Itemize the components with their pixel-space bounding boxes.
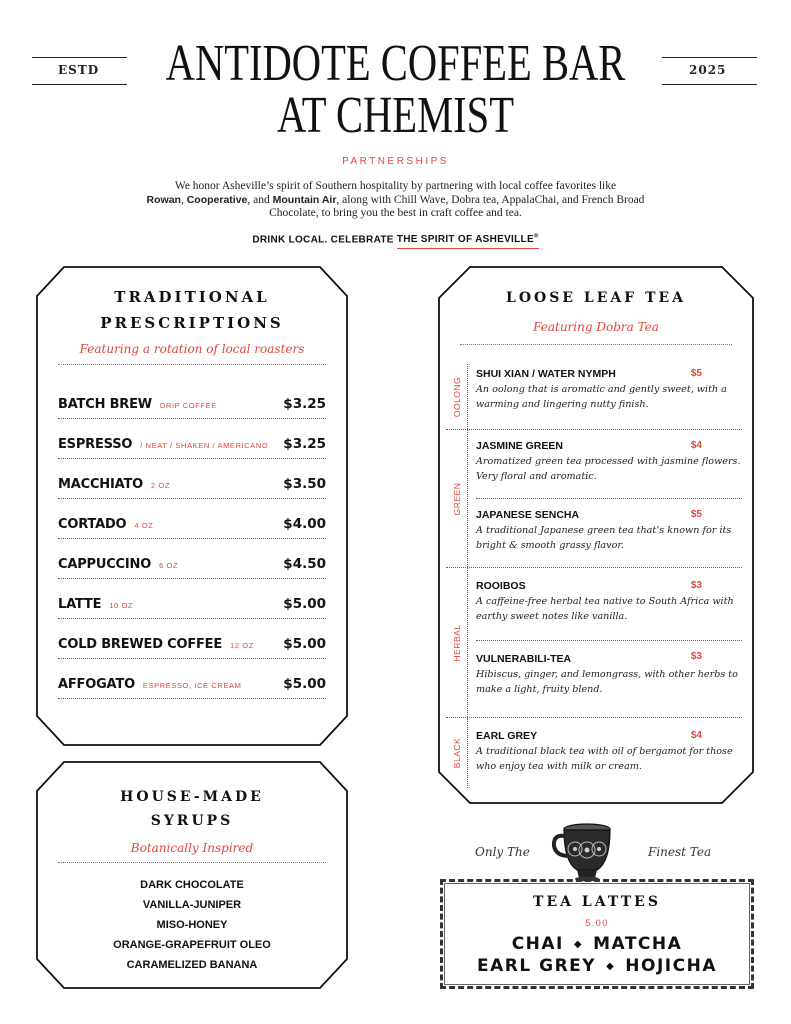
tea-item [476,640,742,697]
item-price: $5.00 [283,596,326,612]
item-name-wrap [58,637,254,652]
latte-earl-grey: EARL GREY [477,956,597,976]
item-name: ESPRESSO [58,437,133,452]
menu-item [58,587,326,619]
menu-item [58,547,326,579]
tagline-start: DRINK LOCAL. CELEBRATE [252,234,397,246]
tea-category [446,718,468,788]
item-price: $4.00 [283,516,326,532]
item-note: 12 OZ [230,641,254,650]
tea-description: A traditional black tea with oil of bergamot for those who enjoy tea with milk or cream. [476,746,733,772]
syrups-title-line1: HOUSE-MADE [120,789,264,805]
latte-options-line2 [443,956,751,976]
syrup-item: DARK CHOCOLATE [140,879,244,891]
menu-item [58,627,326,659]
coffee-divider [58,364,326,365]
tea-item [476,730,742,774]
tea-price: $5 [690,368,702,379]
item-name-wrap [58,517,153,532]
item-name: CORTADO [58,517,127,532]
latte-options-line1 [443,934,751,954]
item-name: MACCHIATO [58,477,143,492]
established-label: ESTD [58,63,100,77]
diamond-icon: ◆ [573,938,584,950]
tea-lattes-title: TEA LATTES [533,894,661,910]
tea-menu-panel [438,266,754,804]
tea-name: JAPANESE SENCHA [476,509,580,521]
intro-text-b: , along with Chill Wave, Dobra tea, AppalaChai, and French Broad Chocolate, to bring you the best in craft coffee and tea. [269,193,645,219]
item-name-wrap [58,557,178,572]
item-name-wrap [58,397,217,412]
tea-item [476,440,742,484]
category-label: GREEN [451,482,462,515]
page-title-line1: ANTIDOTE COFFEE BAR [165,35,626,92]
item-note: DRIP COFFEE [159,401,217,410]
item-name-wrap [58,477,170,492]
syrups-panel [36,761,348,989]
tea-subtitle: Featuring Dobra Tea [533,320,659,334]
menu-item [58,387,326,419]
teacup-icon [551,822,617,882]
tea-price: $4 [690,730,702,741]
item-note: ESPRESSO, ICE CREAM [142,681,242,690]
tea-group-herbal [446,568,742,718]
tea-description: Aromatized green tea processed with jasmine flowers. Very floral and aromatic. [476,456,741,482]
item-price: $3.25 [283,396,326,412]
tea-name: SHUI XIAN / WATER NYMPH [476,368,616,380]
latte-hojicha: HOJICHA [625,956,717,976]
tea-category [446,430,468,567]
tea-lattes-price: 5.00 [585,918,609,928]
tea-name: VULNERABILI-TEA [476,653,572,665]
finest-tea-text: Finest Tea [648,845,712,859]
category-label: OOLONG [451,376,462,417]
item-name-wrap [58,597,133,612]
tagline-spirit: THE SPIRIT OF ASHEVILLE [396,234,534,246]
tea-description: Hibiscus, ginger, and lemongrass, with other herbs to make a light, fruity blend. [476,669,738,695]
tea-category [446,364,468,429]
menu-item [58,427,326,459]
tea-price: $5 [690,509,702,520]
tea-name: ROOIBOS [476,580,526,592]
tea-group-black [446,718,742,788]
tea-price: $3 [690,651,702,662]
tea-description: A caffeine-free herbal tea native to South Africa with earthy sweet notes like vanilla. [476,596,734,622]
tea-item [476,368,742,412]
syrup-item: MISO-HONEY [156,919,228,931]
intro-sep: , and [247,193,273,206]
syrup-item: VANILLA-JUNIPER [142,899,242,911]
tea-title: LOOSE LEAF TEA [505,290,687,306]
coffee-menu-panel [36,266,348,746]
item-price: $5.00 [283,676,326,692]
item-name: BATCH BREW [58,397,152,412]
intro-paragraph [130,180,661,221]
menu-item [58,667,326,699]
item-name: CAPPUCCINO [58,557,152,572]
item-name: LATTE [58,597,102,612]
tea-name: EARL GREY [476,730,538,742]
latte-chai: CHAI [511,934,564,954]
syrups-divider [58,862,326,863]
tea-item [476,580,742,624]
item-price: $3.25 [283,436,326,452]
coffee-title-line1: TRADITIONAL [114,288,270,306]
item-name: AFFOGATO [58,677,135,692]
diamond-icon: ◆ [606,960,616,972]
menu-item [58,507,326,539]
item-note: / NEAT / SHAKEN / AMERICANO [140,441,269,450]
tea-name: JASMINE GREEN [476,440,563,452]
item-name-wrap [58,677,241,692]
tea-price: $4 [690,440,702,451]
tagline [0,234,791,245]
item-note: 4 OZ [134,521,154,530]
established-year: 2025 [689,63,727,77]
syrup-list [36,875,348,975]
syrup-item: ORANGE-GRAPEFRUIT OLEO [113,939,271,951]
syrups-subtitle: Botanically Inspired [130,841,254,855]
tea-lattes-panel [440,879,754,989]
item-note: 10 OZ [109,601,134,610]
tea-description: An oolong that is aromatic and gently sweet, with a warming and lingering nutty finish. [476,384,727,410]
tea-category [446,568,468,717]
intro-text-a: We honor Asheville’s spirit of Southern hospitality by partnering with local coffee favorites like [174,180,617,192]
partner-rowan: Rowan [146,193,181,206]
coffee-subtitle: Featuring a rotation of local roasters [79,342,305,356]
page-title-line2: AT CHEMIST [276,87,514,144]
coffee-title-line2: PRESCRIPTIONS [100,314,284,332]
tea-item [476,498,742,553]
category-label: BLACK [451,737,462,769]
item-note: 2 OZ [150,481,171,490]
item-note: 6 OZ [159,561,179,570]
tea-description: A traditional Japanese green tea that’s known for its bright & smooth grassy flavor. [476,525,732,551]
item-price: $5.00 [283,636,326,652]
category-label: HERBAL [451,623,462,662]
tea-divider [460,344,732,345]
latte-matcha: MATCHA [593,934,683,954]
item-name: COLD BREWED COFFEE [58,637,223,652]
tea-price: $3 [690,580,702,591]
intro-sep: , [180,193,187,206]
partner-mountain-air: Mountain Air [272,193,337,206]
partnerships-label: PARTNERSHIPS [342,156,449,167]
partner-cooperative: Cooperative [186,193,248,206]
only-the-text: Only The [475,845,530,859]
menu-item [58,467,326,499]
tea-group-green [446,430,742,568]
tea-group-oolong [446,364,742,430]
item-price: $3.50 [283,476,326,492]
item-name-wrap [58,437,268,452]
syrups-title-line2: SYRUPS [150,813,234,829]
tagline-underlined [397,234,539,249]
registered-mark: ® [533,234,539,240]
item-price: $4.50 [283,556,326,572]
syrup-item: CARAMELIZED BANANA [126,959,258,971]
